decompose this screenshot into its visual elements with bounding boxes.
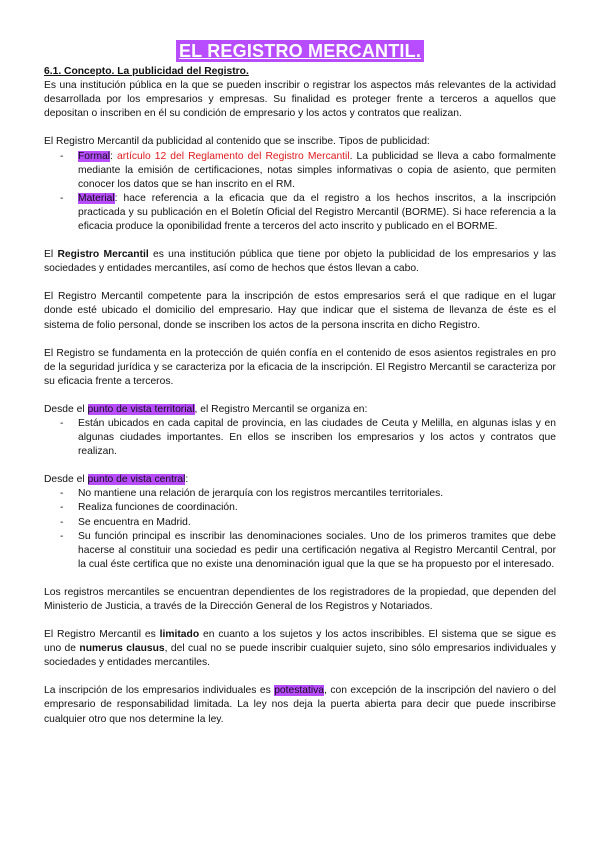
territorial-list xyxy=(44,417,556,459)
paragraph-central-intro: Desde el punto de vista central: xyxy=(44,474,189,486)
reference-article-12: artículo 12 del Reglamento del Registro Mercantil xyxy=(116,150,350,162)
paragraph-limitado: El Registro Mercantil es limitado en cuanto a los sujetos y los actos inscribibles. El sistema que se sigue es uno de numerus clausus, del cual no se puede inscribir cualquier sujeto, sino sólo empresarios individuales y sociedades y entidades mercantiles. xyxy=(44,629,557,669)
highlight-potestativa: potestativa xyxy=(274,685,325,697)
paragraph-fundamento: El Registro se fundamenta en la protección de quién confía en el contenido de esos asientos registrales en pro de la seguridad jurídica y se caracteriza por la eficacia de la inscripción. El Registro Mercantil se caracteriza por su eficacia frente a terceros. xyxy=(44,347,556,387)
paragraph-competencia: El Registro Mercantil competente para la inscripción de estos empresarios será el que radique en el lugar donde esté ubicado el domicilio del empresario. Hay que indicar que el sistema de llevanza de éste es el sistema de folio personal, donde se inscriben los actos de la persona inscrita en dicho Registro. xyxy=(44,291,556,331)
highlight-formal: Formal xyxy=(78,150,111,162)
paragraph-dependencia: Los registros mercantiles se encuentran dependientes de los registradores de la propiedad, que dependen del Ministerio de Justicia, a través de la Dirección General de los Registros y Notariados. xyxy=(44,586,556,612)
central-list xyxy=(44,487,556,572)
paragraph-publicidad-intro: El Registro Mercantil da publicidad al contenido que se inscribe. Tipos de publicidad: xyxy=(44,136,430,148)
highlight-central: punto de vista central xyxy=(87,474,186,486)
bold-numerus-clausus: numerus clausus xyxy=(79,643,165,655)
publicity-types-list xyxy=(44,150,556,235)
list-item: - Están ubicados en cada capital de provincia, en las ciudades de Ceuta y Melilla, en algunas islas y en algunas ciudades importantes. En ellos se inscriben los empresarios y los actos y contratos que realizan. xyxy=(60,417,556,458)
document-title: EL REGISTRO MERCANTIL. xyxy=(176,40,424,62)
formal-text: . La publicidad se lleva a cabo formalmente mediante la emisión de certificaciones, notas simples informativas o copia de asiento, que permiten conocer los datos que se han inscrito en el RM. xyxy=(78,150,556,190)
paragraph-definition: Es una institución pública en la que se pueden inscribir o registrar los aspectos más relevantes de la actividad desarrollada por los empresarios y empresas. Su finalidad es proteger frente a terceros a aquellos que depositan o inscriben en él su condición de empresario y los actos y contratos que realizan. xyxy=(44,80,556,120)
list-item-material: - Material: hace referencia a la eficacia que da el registro a los hechos inscritos, a la inscripción practicada y su publicación en el Boletín Oficial del Registro Mercantil (BORME). Si hace referencia a la eficacia produce la oponibilidad frente a terceros del acto inscrito y publicado en el BORME. xyxy=(60,192,556,233)
title-wrap xyxy=(44,40,556,62)
bold-registro-mercantil: Registro Mercantil xyxy=(57,249,149,261)
highlight-territorial: punto de vista territorial xyxy=(87,403,195,415)
list-item: - Realiza funciones de coordinación. xyxy=(60,502,238,514)
paragraph-potestativa: La inscripción de los empresarios individuales es potestativa, con excepción de la inscripción del naviero o del empresario de responsabilidad limitada. La ley nos deja la puerta abierta para decir que puede inscribirse cualquier otro que nos determine la ley. xyxy=(44,685,556,725)
list-item: - Se encuentra en Madrid. xyxy=(60,516,191,528)
highlight-material: Material xyxy=(78,192,115,204)
list-item-formal: - Formal: artículo 12 del Reglamento del Registro Mercantil. La publicidad se lleva a cabo formalmente mediante la emisión de certificaciones, notas simples informativas o copia de asiento, que permiten conocer los datos que se han inscrito en el RM. xyxy=(60,150,556,190)
paragraph-registro-institucion: El Registro Mercantil es una institución pública que tiene por objeto la publicidad de los empresarios y las sociedades y entidades mercantiles, así como de hechos que éstos llevan a cabo. xyxy=(44,249,556,275)
material-text: : hace referencia a la eficacia que da el registro a los hechos inscritos, a la inscripción practicada y su publicación en el Boletín Oficial del Registro Mercantil (BORME). Si hace referencia a la eficacia produce la oponibilidad frente a terceros del acto inscrito y publicado en el BORME. xyxy=(78,192,556,233)
paragraph-territorial-intro: Desde el punto de vista territorial, el Registro Mercantil se organiza en: xyxy=(44,403,368,415)
section-heading: 6.1. Concepto. La publicidad del Registro. xyxy=(44,66,249,78)
list-item: - No mantiene una relación de jerarquía con los registros mercantiles territoriales. xyxy=(60,488,444,500)
list-item: - Su función principal es inscribir las denominaciones sociales. Uno de los primeros tramites que debe hacerse al constituir una sociedad es pedir una certificación negativa al Registro Mercantil Central, por la cual éste certifica que no existe una denominación igual que la que se ha propuesto por el interesado. xyxy=(60,530,556,570)
bold-limitado: limitado xyxy=(159,629,200,641)
